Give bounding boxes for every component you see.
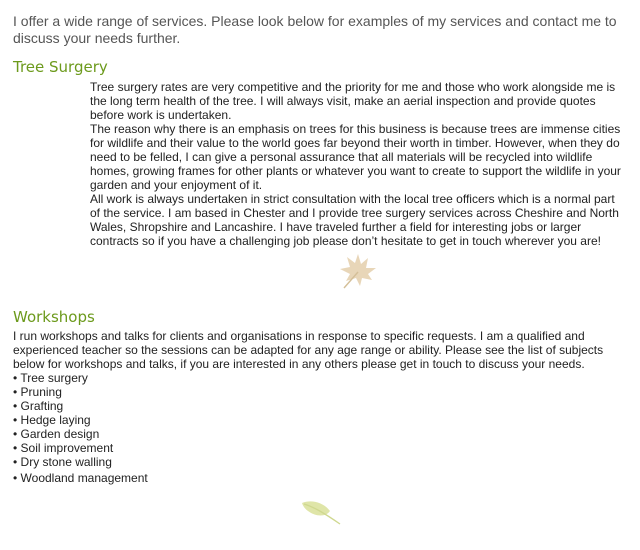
list-item: • Hedge laying [13,413,91,427]
list-item: • Woodland management [13,471,148,485]
list-item: • Grafting [13,399,64,413]
intro-text: I offer a wide range of services. Please look below for examples of my services and contact me to discuss your needs further. [13,13,617,46]
workshops-intro: I run workshops and talks for clients and organisations in response to specific requests. I am a qualified and experienced teacher so the sessions can be adapted for any age range or ability. Please see the list of subjects below for workshops and talks, if you are interested in any others please get in touch to discuss your needs. [13,329,604,371]
tree-surgery-heading: Tree Surgery [13,58,108,76]
list-item: • Soil improvement [13,441,114,455]
list-item: • Tree surgery [13,371,88,385]
tree-surgery-paragraph: Tree surgery rates are very competitive and the priority for me and those who work alongside me is the long term health of the tree. I will always visit, make an aerial inspection and provide quotes before work is undertaken. [90,80,616,122]
tree-surgery-paragraph: All work is always undertaken in strict consultation with the local tree officers which is a normal part of the service. I am based in Chester and I provide tree surgery services across Cheshire and North Wales, Shropshire and Lancashire. I have traveled further a field for interesting jobs or larger contracts so if you have a challenging job please don’t hesitate to get in touch wherever you are! [90,192,619,248]
leaf-icon [298,497,344,532]
maple-leaf-icon [334,248,382,299]
workshops-body [13,329,625,485]
tree-surgery-body [90,80,625,248]
list-item: • Garden design [13,427,100,441]
list-item: • Pruning [13,385,62,399]
workshops-heading: Workshops [13,308,95,326]
workshops-list [13,371,625,485]
tree-surgery-paragraph: The reason why there is an emphasis on trees for this business is because trees are immense cities for wildlife and their value to the world goes far beyond their worth in timber. However, when they do need to be felled, I can give a personal assurance that all materials will be recycled into wildlife homes, growing frames for other plants or whatever you want to create to support the wildlife in your garden and your enjoyment of it. [90,122,621,192]
list-item: • Dry stone walling [13,455,112,469]
